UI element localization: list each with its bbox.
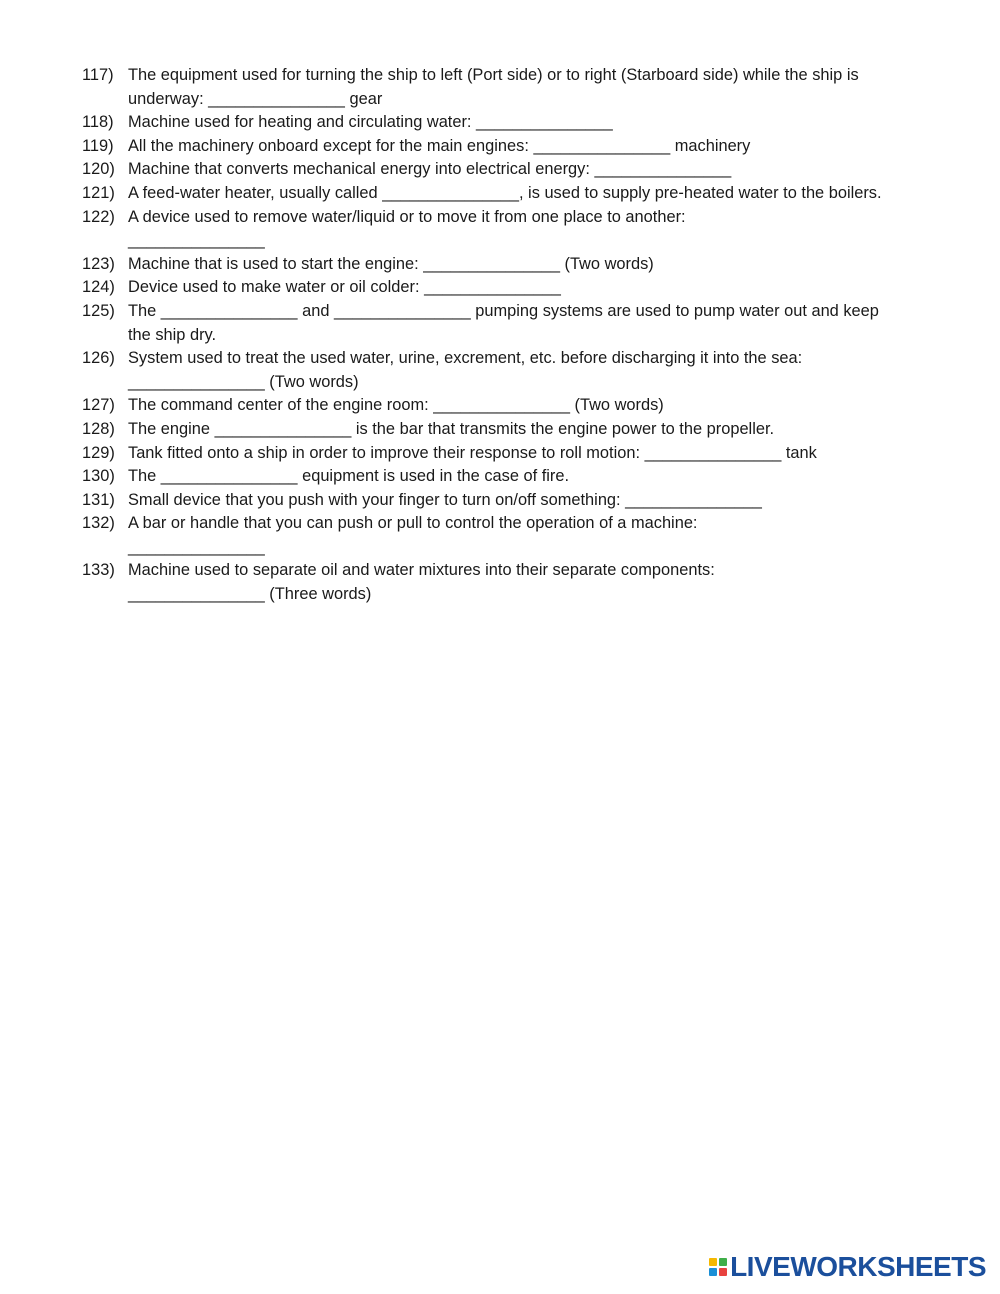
question-text: Tank fitted onto a ship in order to improve their response to roll motion: _______________ tank: [128, 443, 817, 462]
question-122: [82, 206, 902, 253]
question-133: [82, 559, 902, 606]
question-number: 130): [82, 467, 115, 486]
question-text: Machine that converts mechanical energy into electrical energy: _______________: [128, 160, 732, 179]
liveworksheets-logo: [709, 1252, 986, 1282]
question-126: [82, 347, 902, 394]
question-131: [82, 489, 902, 513]
question-129: [82, 442, 902, 466]
question-number: 121): [82, 183, 115, 202]
question-text: A bar or handle that you can push or pull to control the operation of a machine: _______________: [128, 514, 698, 556]
question-number: 129): [82, 443, 115, 462]
question-123: [82, 253, 902, 277]
question-130: [82, 465, 902, 489]
question-number: 132): [82, 514, 115, 533]
logo-square: [719, 1258, 727, 1266]
question-text: The equipment used for turning the ship to left (Port side) or to right (Starboard side) while the ship is underway: _______________ gear: [128, 66, 864, 108]
question-number: 117): [82, 66, 114, 84]
logo-square: [719, 1268, 727, 1276]
logo-square: [709, 1258, 717, 1266]
question-text: The _______________ and _______________ pumping systems are used to pump water out and keep the ship dry.: [128, 301, 884, 344]
question-125: [82, 300, 902, 347]
question-text: Machine that is used to start the engine: _______________ (Two words): [128, 254, 654, 273]
question-127: [82, 394, 902, 418]
question-number: 131): [82, 490, 115, 509]
question-132: [82, 512, 902, 559]
question-number: 128): [82, 419, 115, 438]
question-text: Small device that you push with your finger to turn on/off something: _______________: [128, 490, 762, 509]
question-text: Machine used to separate oil and water mixtures into their separate components: _______________ (Three words): [128, 561, 715, 604]
question-number: 122): [82, 207, 115, 226]
question-text: The engine _______________ is the bar that transmits the engine power to the propeller.: [128, 419, 775, 438]
question-text: Machine used for heating and circulating water: _______________: [128, 113, 613, 132]
question-number: 120): [82, 160, 115, 179]
question-number: 118): [82, 113, 114, 132]
question-number: 123): [82, 254, 115, 273]
question-text: All the machinery onboard except for the main engines: _______________ machinery: [128, 136, 751, 155]
question-number: 124): [82, 278, 115, 297]
question-text: A feed-water heater, usually called _______________, is used to supply pre-heated water to the boilers.: [128, 183, 882, 202]
question-120: [82, 158, 902, 182]
logo-square: [709, 1268, 717, 1276]
question-121: [82, 182, 902, 206]
question-119: [82, 135, 902, 159]
question-128: [82, 418, 902, 442]
question-list: [82, 64, 902, 607]
logo-text: LIVEWORKSHEETS: [730, 1251, 986, 1282]
question-text: A device used to remove water/liquid or to move it from one place to another: _______________: [128, 207, 686, 250]
question-118: [82, 111, 902, 135]
question-number: 133): [82, 561, 115, 580]
question-number: 119): [82, 136, 114, 155]
question-text: System used to treat the used water, urine, excrement, etc. before discharging it into the sea: _______________ (Two words): [128, 349, 803, 391]
question-124: [82, 276, 902, 300]
question-number: 125): [82, 301, 115, 320]
question-text: Device used to make water or oil colder: _______________: [128, 278, 561, 297]
logo-squares-icon: [709, 1258, 727, 1276]
question-number: 126): [82, 349, 115, 368]
question-text: The _______________ equipment is used in the case of fire.: [128, 467, 570, 486]
question-117: [82, 64, 902, 111]
question-text: The command center of the engine room: _______________ (Two words): [128, 396, 664, 415]
question-number: 127): [82, 396, 115, 415]
